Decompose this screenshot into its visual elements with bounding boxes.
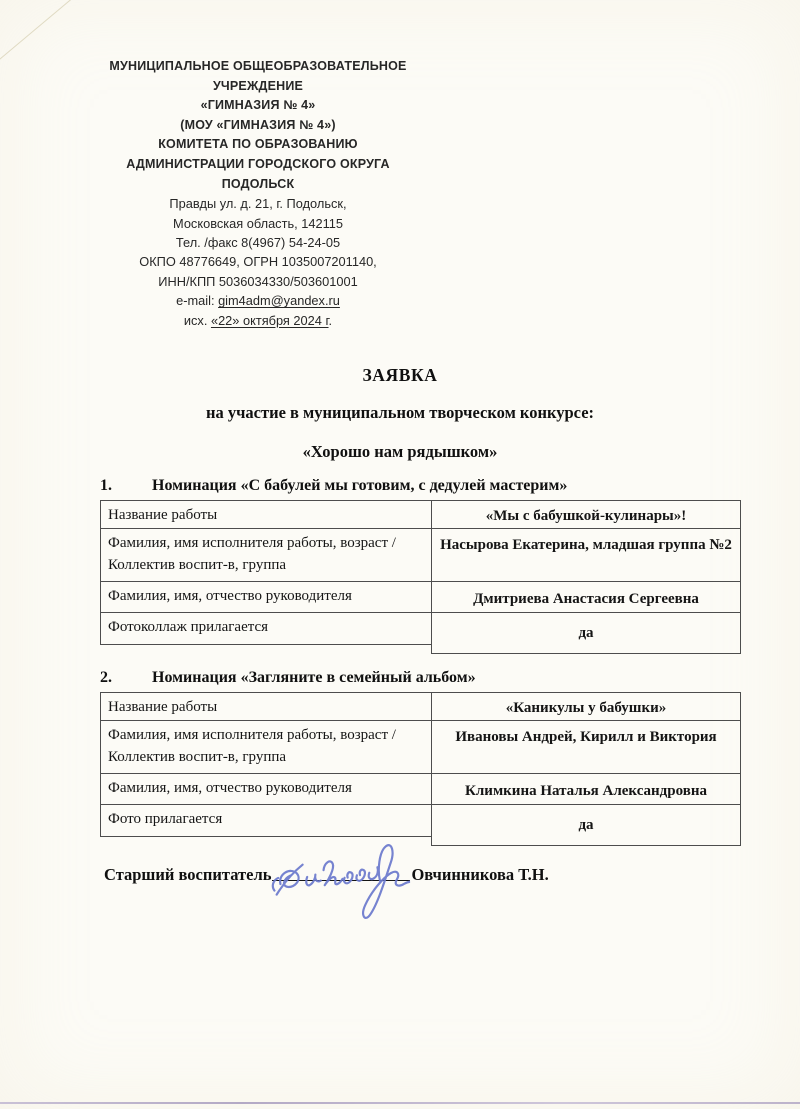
signature-path (272, 844, 412, 921)
letterhead (58, 57, 458, 330)
table-value: Дмитриева Анастасия Сергеевна (432, 582, 740, 613)
table-value-column (431, 500, 741, 654)
signature-line (272, 864, 410, 881)
phone-line: Тел. /факс 8(4967) 54-24-05 (175, 234, 341, 250)
table-label: Фамилия, имя исполнителя работы, возраст / Коллектив воспит-в, группа (101, 721, 431, 774)
application-table (100, 500, 742, 654)
address-line: Правды ул. д. 21, г. Подольск, (169, 196, 347, 212)
email-label: e-mail: (176, 293, 219, 309)
table-label: Название работы (101, 693, 431, 721)
org-name-line: (МОУ «ГИМНАЗИЯ № 4») (180, 117, 336, 132)
document-subtitle: на участие в муниципальном творческом конкурсе: (205, 403, 595, 422)
section-number: 2. (100, 669, 112, 686)
table-label: Фамилия, имя, отчество руководителя (101, 582, 431, 613)
handwritten-signature (269, 838, 412, 925)
scanner-edge-line (0, 1102, 800, 1104)
table-value: «Каникулы у бабушки» (432, 693, 740, 721)
table-value-column (431, 692, 741, 846)
org-name-line: МУНИЦИПАЛЬНОЕ ОБЩЕОБРАЗОВАТЕЛЬНОЕ (109, 59, 407, 73)
signatory-name: Овчинникова Т.Н. (411, 865, 549, 884)
section-heading (100, 477, 742, 495)
table-label: Название работы (101, 501, 431, 529)
ref-date: «22» октября 2024 г (210, 312, 329, 328)
table-value: «Мы с бабушкой-кулинары»! (432, 501, 740, 529)
table-value: Климкина Наталья Александровна (432, 774, 740, 805)
nomination-section-1 (100, 477, 742, 654)
inn-kpp-line: ИНН/КПП 5036034330/503601001 (158, 273, 358, 289)
section-title: Номинация «Загляните в семейный альбом» (152, 669, 476, 686)
outgoing-ref-line (58, 311, 458, 330)
table-label-column (100, 692, 431, 837)
table-label: Фото прилагается (101, 805, 431, 837)
scan-edge-artifact (0, 0, 71, 62)
table-value: Ивановы Андрей, Кирилл и Виктория (432, 721, 740, 774)
table-label: Фамилия, имя исполнителя работы, возраст / Коллектив воспит-в, группа (101, 529, 431, 582)
ref-prefix: исх. (183, 312, 211, 328)
org-name-line: УЧРЕЖДЕНИЕ (212, 78, 304, 93)
signature-block (104, 864, 724, 885)
email-address: gim4adm@yandex.ru (218, 293, 340, 309)
section-number: 1. (100, 477, 112, 494)
table-label-column (100, 500, 431, 645)
signatory-role: Старший воспитатель (104, 865, 272, 884)
table-value: да (432, 613, 740, 654)
ref-suffix: . (328, 312, 333, 328)
title-block (0, 365, 800, 462)
table-label: Фамилия, имя, отчество руководителя (101, 774, 431, 805)
org-name-line: АДМИНИСТРАЦИИ ГОРОДСКОГО ОКРУГА (126, 156, 390, 171)
table-label: Фотоколлаж прилагается (101, 613, 431, 645)
org-name-line: «ГИМНАЗИЯ № 4» (200, 98, 316, 113)
application-table (100, 692, 742, 846)
org-name-line: ПОДОЛЬСК (221, 176, 295, 191)
section-title: Номинация «С бабулей мы готовим, с дедулей мастерим» (152, 477, 568, 494)
section-heading (100, 669, 742, 687)
address-line: Московская область, 142115 (173, 215, 343, 231)
org-name-line: КОМИТЕТА ПО ОБРАЗОВАНИЮ (158, 137, 358, 152)
table-value: Насырова Екатерина, младшая группа №2 (432, 529, 740, 582)
email-line (58, 291, 458, 310)
table-value: да (432, 805, 740, 846)
document-title: ЗАЯВКА (362, 365, 438, 385)
nomination-section-2 (100, 669, 742, 846)
okpo-ogrn-line: ОКПО 48776649, ОГРН 1035007201140, (139, 254, 377, 270)
contest-name: «Хорошо нам рядышком» (302, 442, 498, 461)
